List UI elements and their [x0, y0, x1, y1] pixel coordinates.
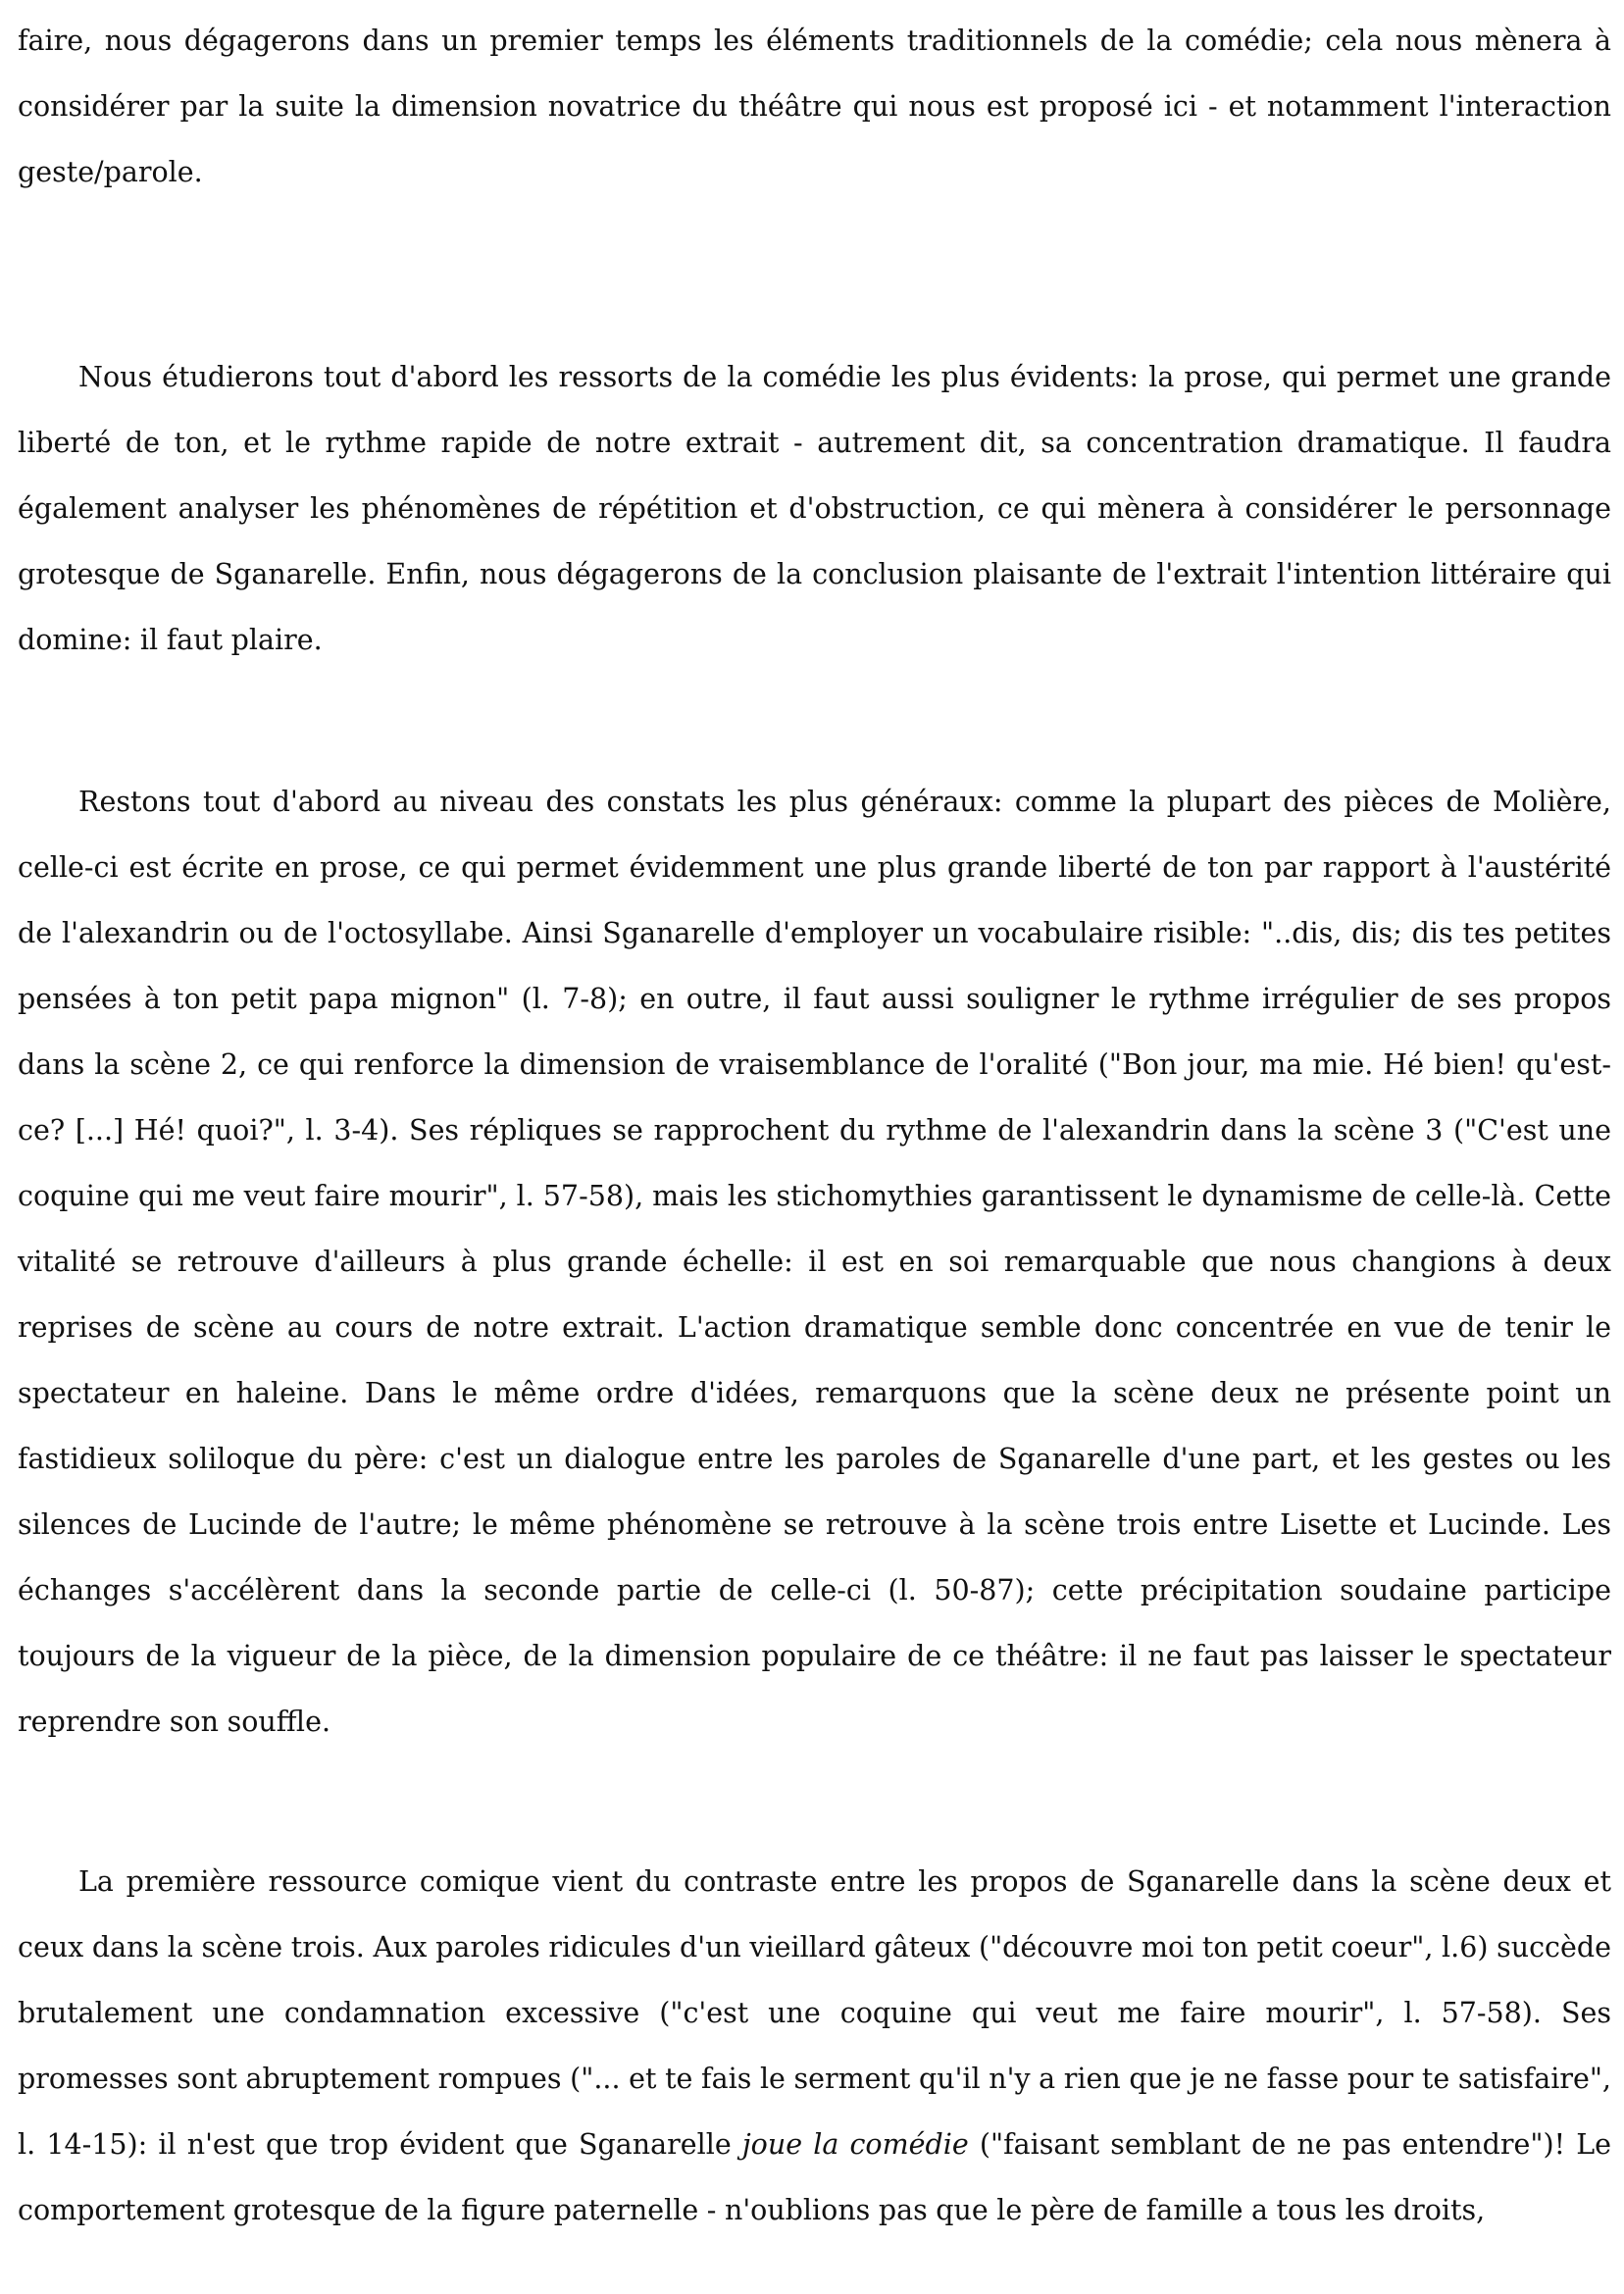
- paragraph-intro-continuation: faire, nous dégagerons dans un premier temps les éléments traditionnels de la comédie; cela nous mènera à considérer par la suite la dimension novatrice du théâtre qui nous est proposé ici - et notamment l'interaction geste/parole.: [18, 25, 1611, 188]
- paragraph-comic-contrast: [18, 1849, 1611, 2243]
- paragraph-comic-contrast-text-1: La première ressource comique vient du contraste entre les propos de Sganarelle dans la scène deux et ceux dans la scène trois. Aux paroles ridicules d'un vieillard gâteux ("découvre moi ton petit coeur", l.6) succède brutalement une condamnation excessive ("c'est une coquine qui veut me faire mourir", l. 57-58). Ses promesses sont abruptement rompues ("... et te fais le serment qu'il n'y a rien que je ne fasse pour te satisfaire", l. 14-15): il n'est que trop évident que Sganarelle: [18, 1865, 1611, 2161]
- paragraph-plan: Nous étudierons tout d'abord les ressorts de la comédie les plus évidents: la prose, qui permet une grande liberté de ton, et le rythme rapide de notre extrait - autrement dit, sa concentration dramatique. Il faudra également analyser les phénomènes de répétition et d'obstruction, ce qui mènera à considérer le personnage grotesque de Sganarelle. Enfin, nous dégagerons de la conclusion plaisante de l'extrait l'intention littéraire qui domine: il faut plaire.: [18, 361, 1611, 656]
- paragraph-prose-and-rhythm: Restons tout d'abord au niveau des constats les plus généraux: comme la plupart des pièces de Molière, celle-ci est écrite en prose, ce qui permet évidemment une plus grande liberté de ton par rapport à l'austérité de l'alexandrin ou de l'octosyllabe. Ainsi Sganarelle d'employer un vocabulaire risible: "..dis, dis; dis tes petites pensées à ton petit papa mignon" (l. 7-8); en outre, il faut aussi souligner le rythme irrégulier de ses propos dans la scène 2, ce qui renforce la dimension de vraisemblance de l'oralité ("Bon jour, ma mie. Hé bien! qu'est-ce? [...] Hé! quoi?", l. 3-4). Ses répliques se rapprochent du rythme de l'alexandrin dans la scène 3 ("C'est une coquine qui me veut faire mourir", l. 57-58), mais les stichomythies garantissent le dynamisme de celle-là. Cette vitalité se retrouve d'ailleurs à plus grande échelle: il est en soi remarquable que nous changions à deux reprises de scène au cours de notre extrait. L'action dramatique semble donc concentrée en vue de tenir le spectateur en haleine. Dans le même ordre d'idées, remarquons que la scène deux ne présente point un fastidieux soliloque du père: c'est un dialogue entre les paroles de Sganarelle d'une part, et les gestes ou les silences de Lucinde de l'autre; le même phénomène se retrouve à la scène trois entre Lisette et Lucinde. Les échanges s'accélèrent dans la seconde partie de celle-ci (l. 50-87); cette précipitation soudaine participe toujours de la vigueur de la pièce, de la dimension populaire de ce théâtre: il ne faut pas laisser le spectateur reprendre son souffle.: [18, 786, 1611, 1738]
- paragraph-comic-contrast-italic: joue la comédie: [741, 2128, 969, 2161]
- paragraph-comic-contrast-text-2: ("faisant semblant de ne pas entendre")! Le comportement grotesque de la figure paternelle - n'oublions pas que le père de famille a tous les droits,: [18, 2128, 1611, 2226]
